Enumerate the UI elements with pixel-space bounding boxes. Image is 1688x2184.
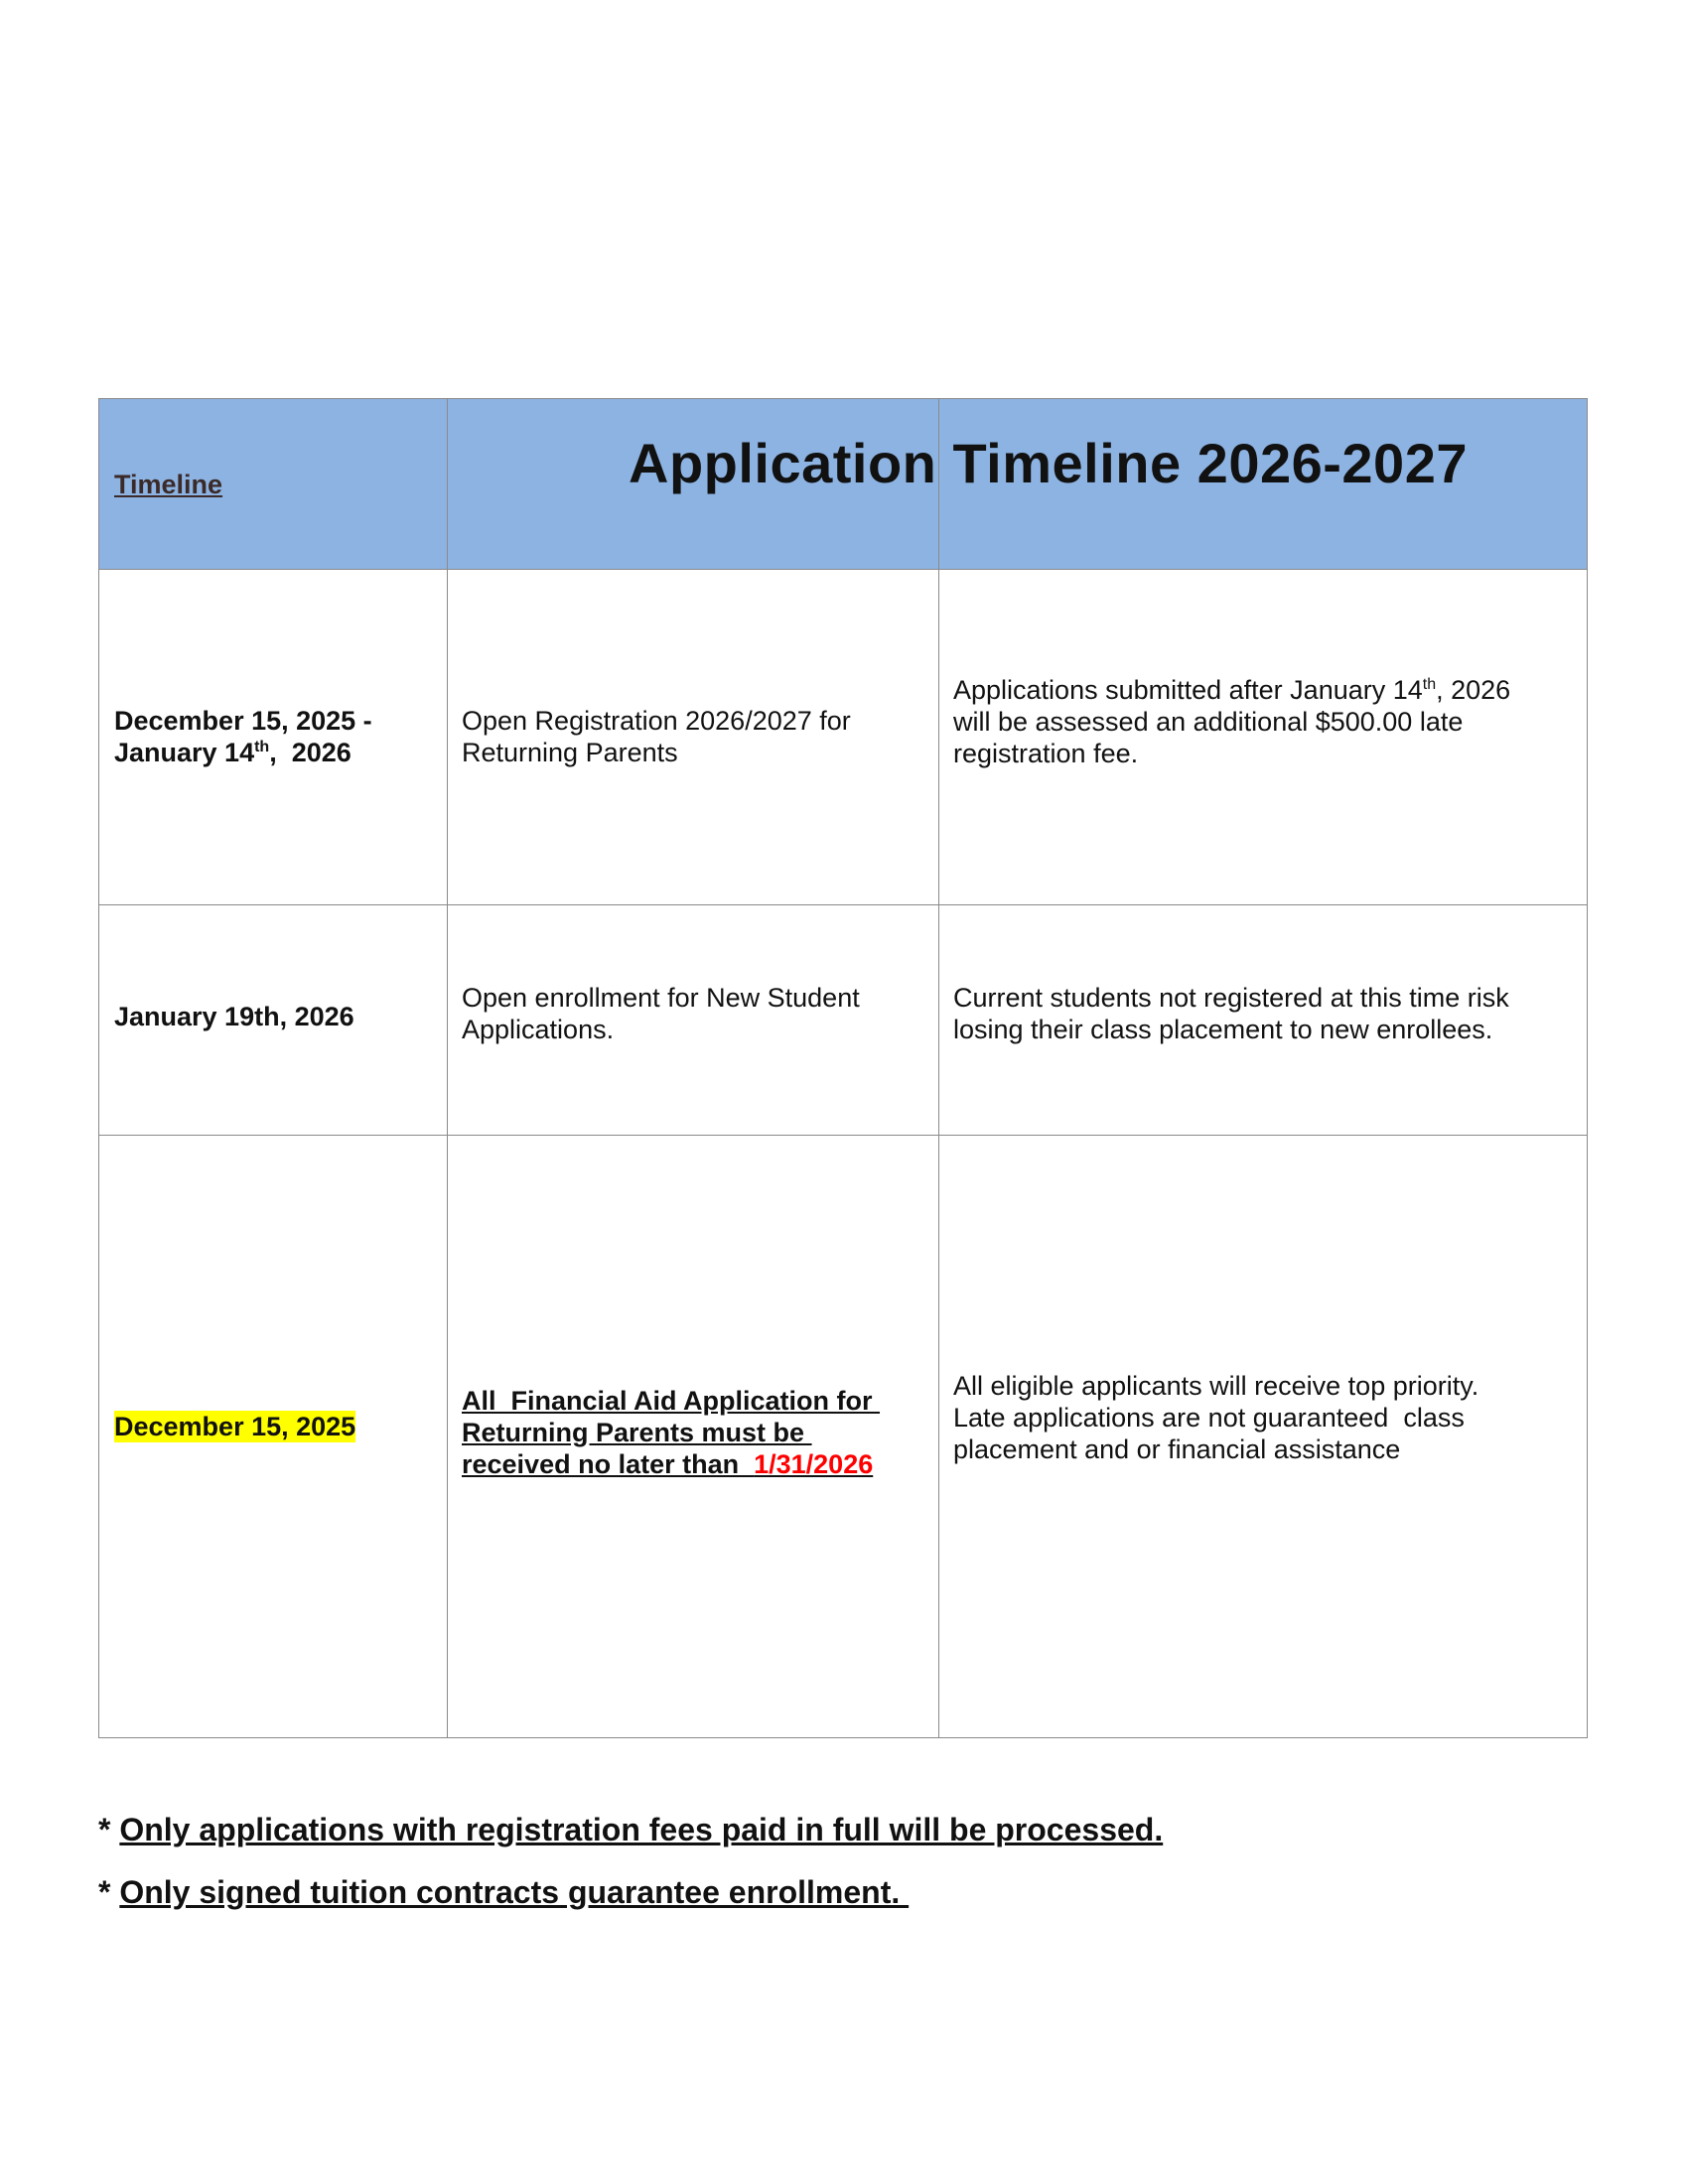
column-divider — [938, 399, 939, 1737]
row2-date: January 19th, 2026 — [114, 1002, 354, 1031]
header-timeline-cell — [114, 399, 442, 569]
row2-note: Current students not registered at this time risk losing their class placement to new enrollees. — [953, 983, 1509, 1044]
row1-event: Open Registration 2026/2027 for Returning Parents — [462, 706, 851, 767]
row1-note: Applications submitted after January 14th, 2026 will be assessed an additional $500.00 late registration fee. — [953, 675, 1511, 768]
deadline-date: 1/31/2026 — [754, 1448, 874, 1479]
table-row — [114, 904, 442, 1135]
table-row — [114, 1135, 442, 1739]
footnote-contracts: * Only signed tuition contracts guarantee enrollment. — [98, 1874, 910, 1910]
timeline-table — [98, 398, 1588, 1738]
row3-event: All Financial Aid Application for Returning Parents must be received no later than 1/31/2026 — [462, 1385, 881, 1479]
footnote-fees: * Only applications with registration fees paid in full will be processed. — [98, 1812, 1164, 1847]
row3-date-highlighted: December 15, 2025 — [114, 1411, 356, 1441]
table-row — [114, 569, 442, 904]
timeline-label: Timeline — [114, 469, 223, 499]
row3-note: All eligible applicants will receive top priority. Late applications are not guaranteed class placement and or financial assistance — [953, 1370, 1479, 1464]
column-divider — [447, 399, 448, 1737]
page-title: Application Timeline 2026-2027 — [629, 432, 1468, 494]
row1-date: December 15, 2025 - January 14th, 2026 — [114, 706, 372, 767]
row2-event: Open enrollment for New Student Applications. — [462, 983, 860, 1044]
